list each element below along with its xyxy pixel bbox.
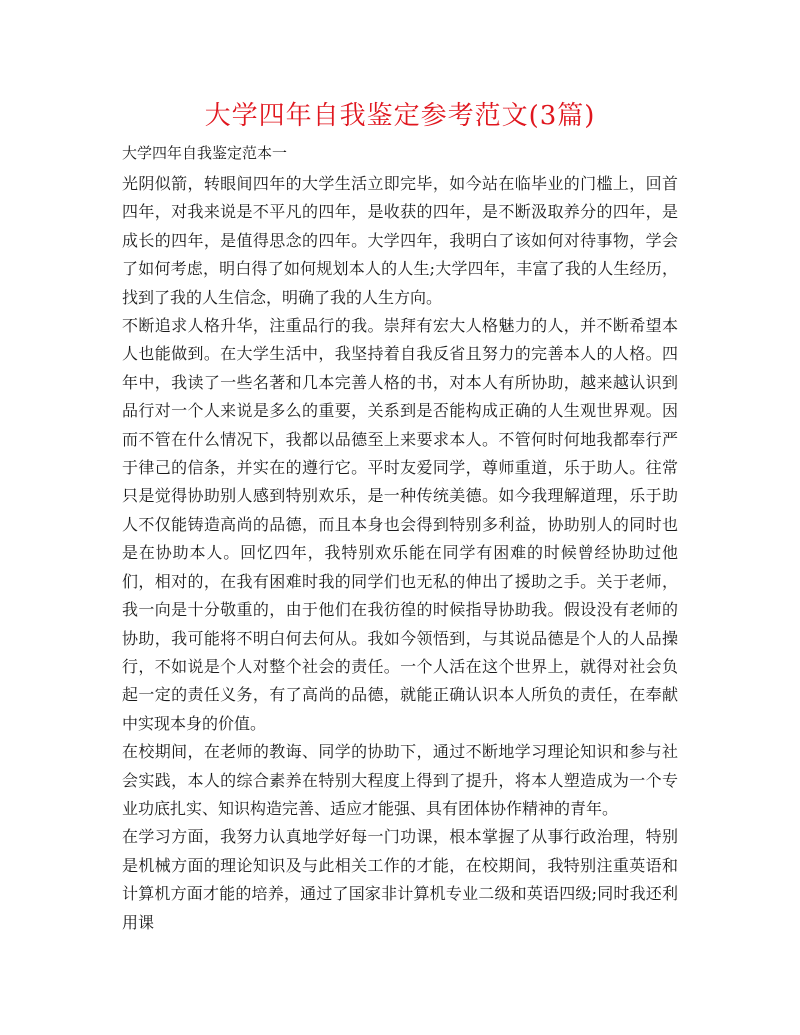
paragraph: 在学习方面，我努力认真地学好每一门功课，根本掌握了从事行政治理，特别是机械方面的理论知识及与此相关工作的才能，在校期间，我特别注重英语和计算机方面才能的培养，通过了国家非计算机专业二级和英语四级;同时我还利用课 bbox=[122, 827, 678, 932]
paragraph: 不断追求人格升华，注重品行的我。崇拜有宏大人格魅力的人，并不断希望本人也能做到。在大学生活中，我坚持着自我反省且努力的完善本人的人格。四年中，我读了一些名著和几本完善人格的书，对本人有所协助，越来越认识到品行对一个人来说是多么的重要，关系到是否能构成正确的人生观世界观。因而不管在什么情况下，我都以品德至上来要求本人。不管何时何地我都奉行严于律己的信条，并实在的遵行它。平时友爱同学，尊师重道，乐于助人。往常只是觉得协助别人感到特别欢乐，是一种传统美德。如今我理解道理，乐于助人不仅能铸造高尚的品德，而且本身也会得到特别多利益，协助别人的同时也是在协助本人。回忆四年，我特别欢乐能在同学有困难的时候曾经协助过他们，相对的，在我有困难时我的同学们也无私的伸出了援助之手。关于老师，我一向是十分敬重的，由于他们在我彷徨的时候指导协助我。假设没有老师的协助，我可能将不明白何去何从。我如今领悟到，与其说品德是个人的人品操行，不如说是个人对整个社会的责任。一个人活在这个世界上，就得对社会负起一定的责任义务，有了高尚的品德，就能正确认识本人所负的责任，在奉献中实现本身的价值。 bbox=[122, 316, 678, 733]
section-subheading: 大学四年自我鉴定范本一 bbox=[122, 144, 288, 162]
document-title: 大学四年自我鉴定参考范文(3篇) bbox=[204, 101, 596, 131]
paragraph: 光阴似箭，转眼间四年的大学生活立即完毕，如今站在临毕业的门槛上，回首四年，对我来说是不平凡的四年，是收获的四年，是不断汲取养分的四年，是成长的四年，是值得思念的四年。大学四年，我明白了该如何对待事物，学会了如何考虑，明白得了如何规划本人的人生;大学四年，丰富了我的人生经历，找到了我的人生信念，明确了我的人生方向。 bbox=[122, 174, 678, 307]
paragraph: 在校期间，在老师的教诲、同学的协助下，通过不断地学习理论知识和参与社会实践，本人的综合素养在特别大程度上得到了提升，将本人塑造成为一个专业功底扎实、知识构造完善、适应才能强、具有团体协作精神的青年。 bbox=[122, 742, 678, 818]
document-body bbox=[122, 170, 678, 937]
